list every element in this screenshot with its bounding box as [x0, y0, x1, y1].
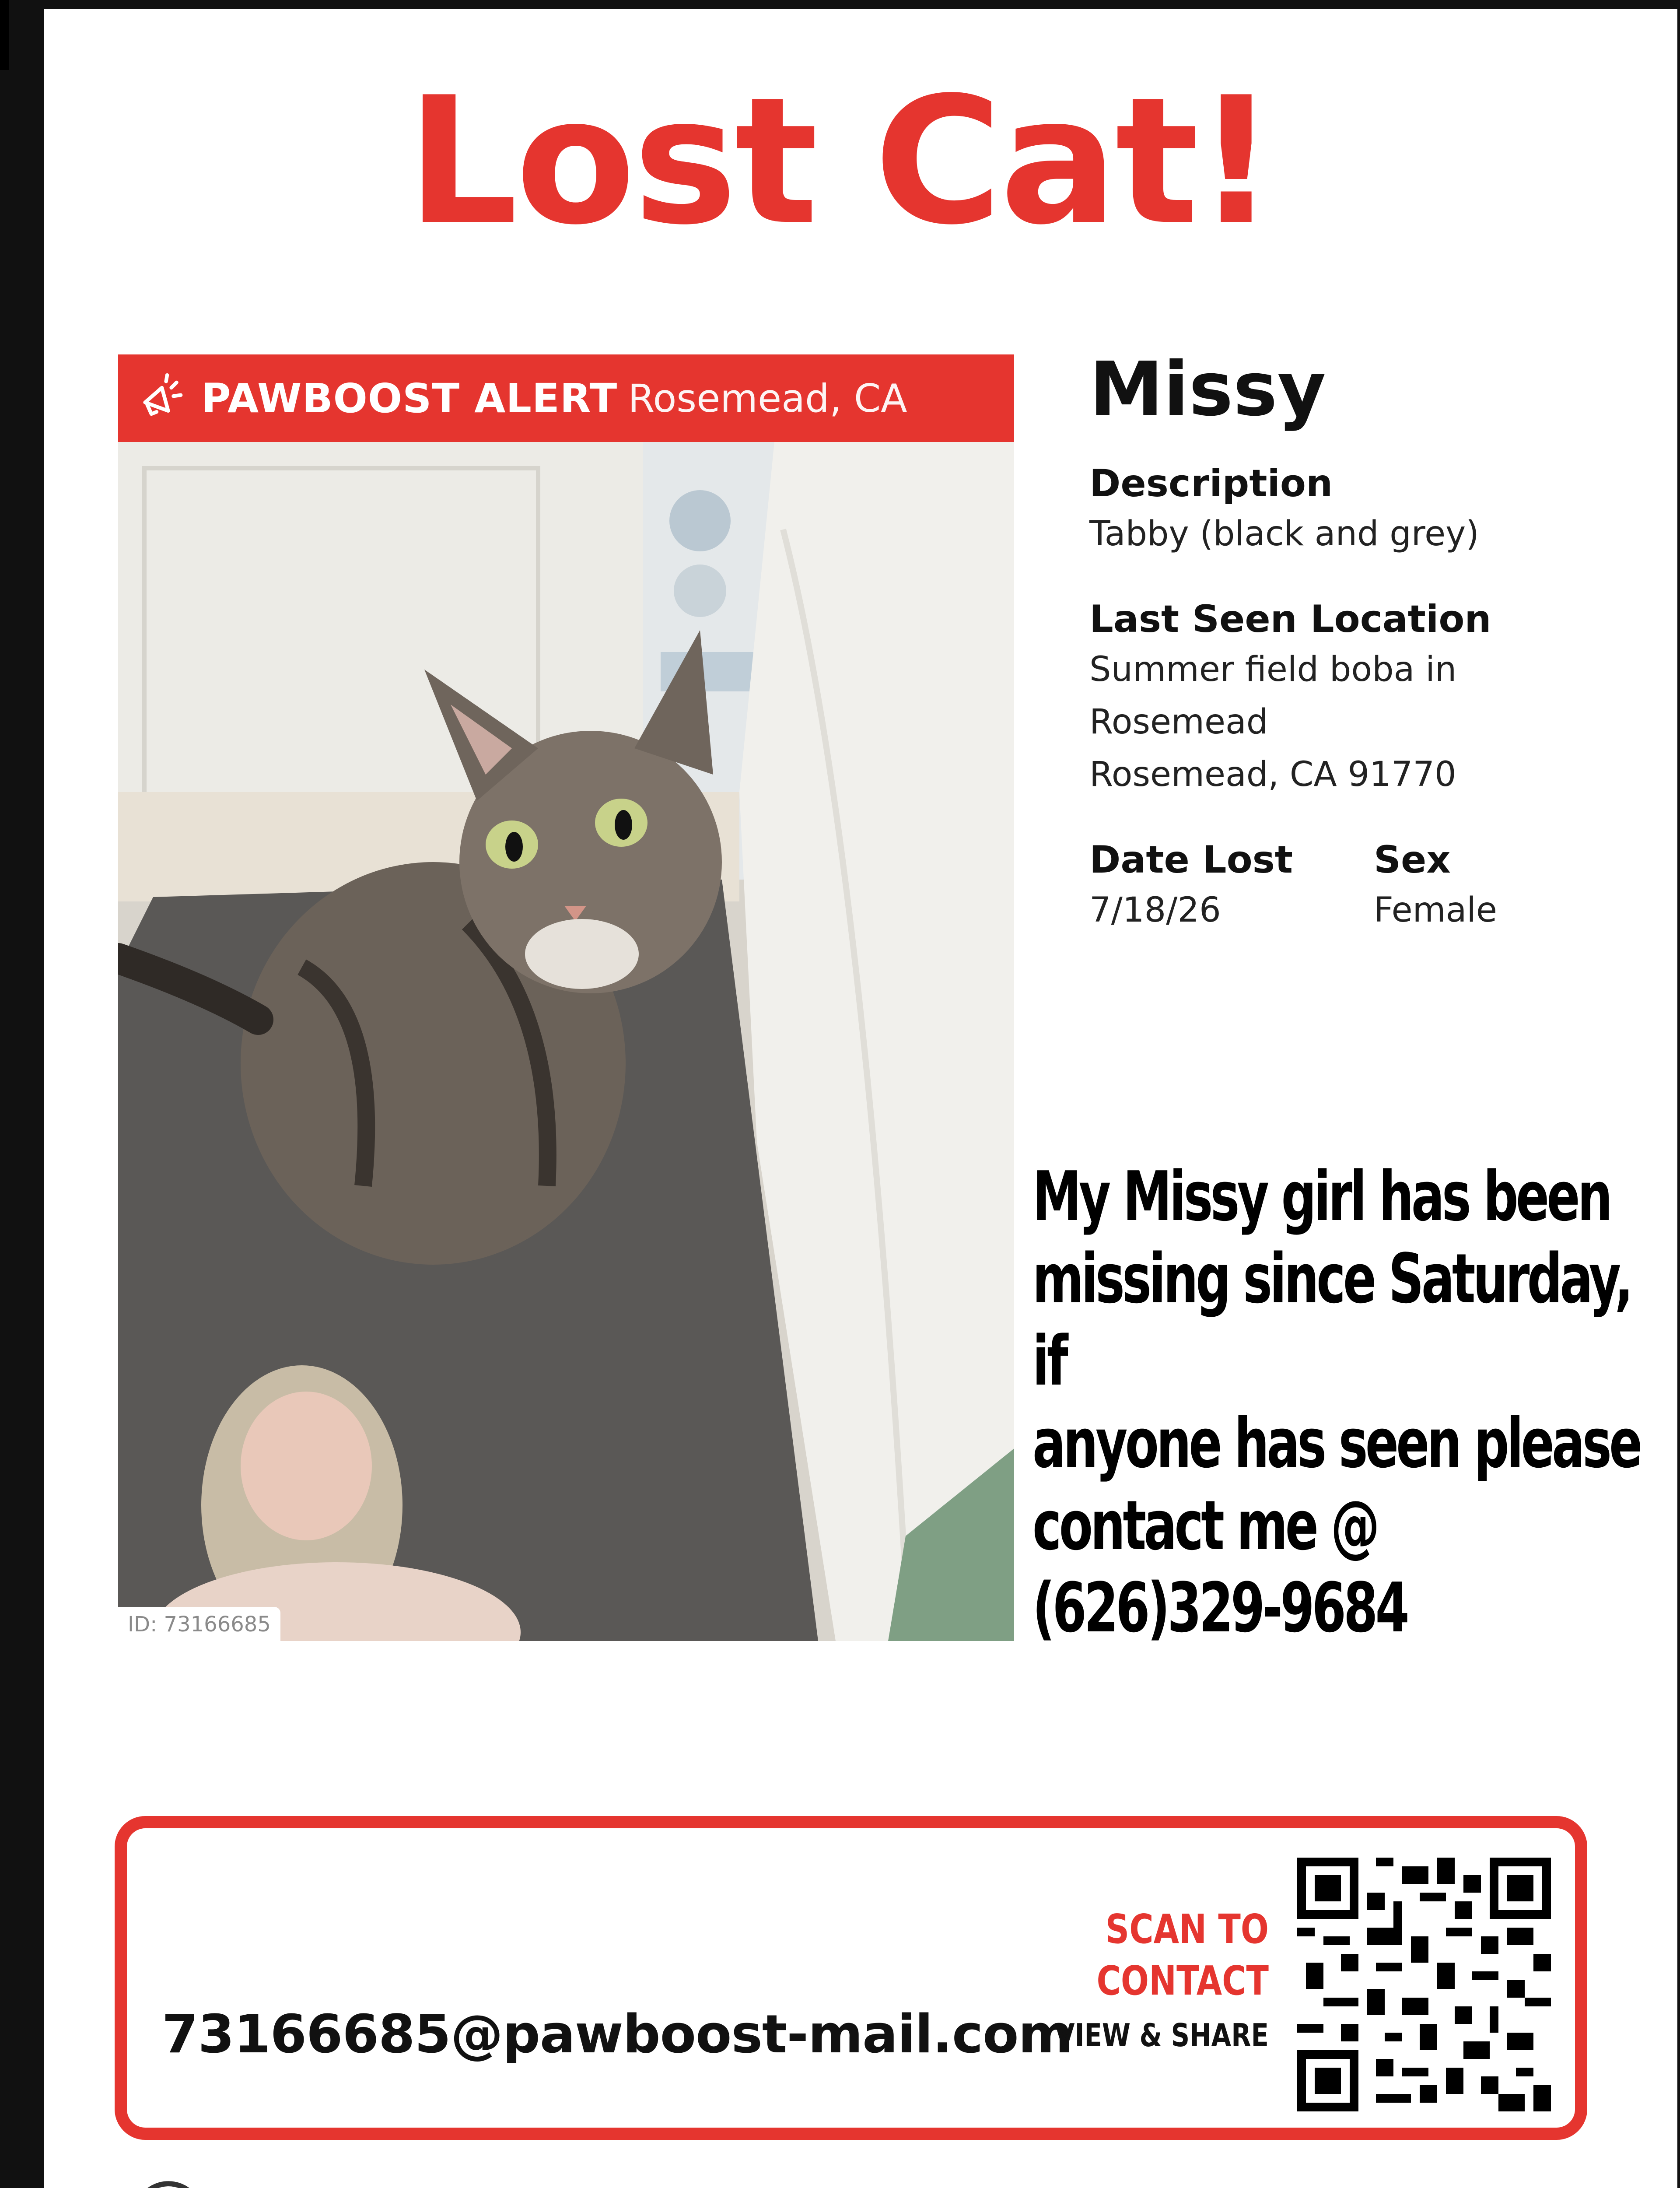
scan-text	[1006, 1904, 1269, 2059]
sex-block	[1374, 836, 1497, 936]
last-seen-block	[1089, 595, 1632, 801]
date-sex-row	[1089, 836, 1632, 936]
pet-info	[1089, 346, 1632, 936]
photo-border-right	[1677, 0, 1680, 2188]
pawboost-logo-icon	[131, 2179, 206, 2188]
cat-photo-illustration	[118, 442, 1014, 1641]
description-label: Description	[1089, 462, 1333, 505]
photo-id-label: ID: 73166685	[118, 1607, 280, 1641]
sex-label: Sex	[1374, 838, 1451, 882]
pawboost-brand	[131, 2179, 483, 2188]
message-line: My Missy girl has been	[1032, 1157, 1610, 1236]
message-line: contact me @	[1032, 1486, 1378, 1565]
scan-line-3: VIEW & SHARE	[1054, 2017, 1269, 2054]
photo-border-left	[0, 0, 44, 2188]
sex-value: Female	[1374, 891, 1498, 930]
description-value: Tabby (black and grey)	[1089, 514, 1479, 554]
date-lost-value: 7/18/26	[1089, 891, 1221, 930]
megaphone-icon	[136, 372, 188, 424]
date-lost-label: Date Lost	[1089, 838, 1293, 882]
alert-location: Rosemead, CA	[628, 375, 907, 421]
qr-code-icon[interactable]	[1297, 1858, 1551, 2111]
scan-line-2: CONTACT	[1096, 1957, 1269, 2004]
pet-name: Missy	[1089, 346, 1326, 433]
message-line: anyone has seen please	[1032, 1403, 1640, 1483]
contact-email: 73166685@pawboost-mail.com	[162, 2004, 1073, 2065]
message-phone: (626)329-9684	[1032, 1568, 1407, 1648]
message-line: missing since Saturday, if	[1032, 1239, 1631, 1401]
flyer-headline: Lost Cat!	[406, 60, 1274, 263]
scan-line-1: SCAN TO	[1105, 1906, 1269, 1953]
owner-message	[1032, 1155, 1656, 1649]
date-lost-block	[1089, 836, 1374, 936]
last-seen-line2: Rosemead, CA 91770	[1089, 755, 1456, 794]
last-seen-label: Last Seen Location	[1089, 597, 1491, 641]
description-block	[1089, 459, 1632, 560]
photo-border-notch	[0, 0, 9, 70]
cat-photo	[118, 442, 1014, 1641]
alert-label: PAWBOOST ALERT	[201, 375, 618, 422]
last-seen-line1: Summer field boba in Rosemead	[1089, 650, 1457, 742]
pawboost-alert-banner	[118, 354, 1014, 442]
photo-border-top	[0, 0, 1680, 9]
